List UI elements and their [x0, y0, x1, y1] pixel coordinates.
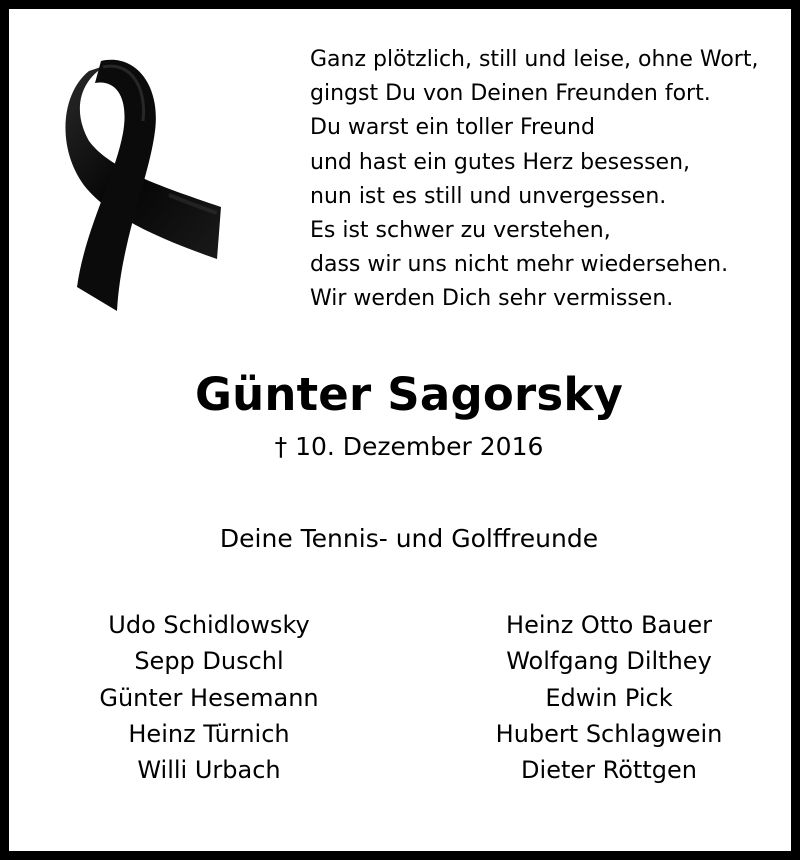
friend-name: Sepp Duschl: [134, 647, 284, 676]
friend-name: Heinz Otto Bauer: [506, 611, 712, 639]
cross-icon: †: [274, 432, 288, 461]
poem-line: nun ist es still und unvergessen.: [310, 183, 667, 209]
friend-name: Hubert Schlagwein: [495, 719, 723, 748]
poem-line: Es ist schwer zu verstehen,: [310, 217, 611, 243]
friend-name: Heinz Türnich: [128, 719, 290, 748]
friend-name: Udo Schidlowsky: [108, 611, 310, 639]
friend-name: Willi Urbach: [137, 756, 281, 785]
death-date-line: [9, 429, 800, 465]
friend-name: Günter Hesemann: [99, 683, 319, 712]
poem-line: Ganz plötzlich, still und leise, ohne Wort,: [310, 47, 759, 72]
poem: [310, 43, 790, 317]
poem-line: Wir werden Dich sehr vermissen.: [310, 286, 674, 312]
poem-line: Du warst ein toller Freund: [310, 115, 595, 141]
friend-name: Wolfgang Dilthey: [506, 647, 712, 676]
poem-line: dass wir uns nicht mehr wiedersehen.: [310, 252, 729, 278]
friend-name: Dieter Röttgen: [521, 756, 697, 785]
friends-list-right: [459, 607, 759, 788]
mourning-ribbon-icon: [49, 49, 239, 319]
poem-line: gingst Du von Deinen Freunden fort.: [310, 81, 711, 107]
signature-group: Deine Tennis- und Golffreunde: [219, 524, 599, 553]
poem-line: und hast ein gutes Herz besessen,: [310, 149, 691, 175]
death-date: 10. Dezember 2016: [295, 432, 544, 461]
deceased-name: Günter Sagorsky: [194, 368, 624, 421]
friends-list-left: [59, 607, 359, 788]
friend-name: Edwin Pick: [545, 683, 673, 712]
